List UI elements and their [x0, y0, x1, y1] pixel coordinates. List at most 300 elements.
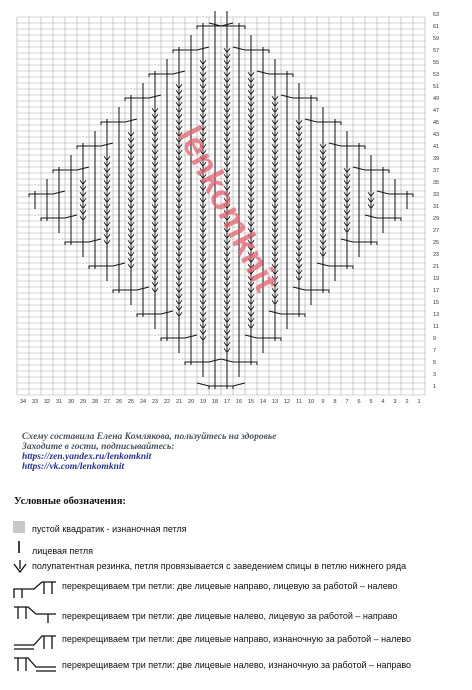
column-number: 25	[127, 399, 135, 405]
v-stitch	[224, 257, 230, 262]
v-stitch	[320, 179, 326, 184]
row-number: 43	[433, 132, 440, 138]
v-stitch	[152, 239, 158, 244]
v-stitch	[272, 215, 278, 220]
v-stitch	[200, 299, 206, 304]
vertical-bar-icon	[12, 540, 32, 560]
v-stitch	[176, 269, 182, 274]
v-stitch	[368, 197, 374, 202]
column-number: 23	[151, 399, 159, 405]
v-stitch	[224, 299, 230, 304]
v-stitch	[152, 113, 158, 118]
v-stitch	[104, 155, 110, 160]
column-number: 15	[247, 399, 255, 405]
row-number: 31	[433, 204, 440, 210]
legend-item-cross-right	[12, 580, 462, 602]
v-stitch	[224, 137, 230, 142]
v-stitch	[200, 305, 206, 310]
column-number: 2	[405, 399, 409, 405]
v-stitch	[272, 95, 278, 100]
v-stitch	[320, 233, 326, 238]
v-stitch	[176, 293, 182, 298]
v-stitch	[128, 167, 134, 172]
legend-text: пустой квадратик - изнаночная петля	[32, 524, 187, 534]
v-stitch	[104, 233, 110, 238]
v-stitch	[248, 197, 254, 202]
cross-right-purl-icon	[12, 632, 58, 654]
legend-item-cross-right-purl	[12, 632, 462, 654]
v-stitch	[320, 185, 326, 190]
v-stitch	[296, 227, 302, 232]
v-stitch	[224, 263, 230, 268]
v-stitch	[224, 77, 230, 82]
v-stitch	[320, 215, 326, 220]
v-stitch	[320, 191, 326, 196]
v-stitch	[152, 131, 158, 136]
v-stitch	[248, 173, 254, 178]
v-stitch	[176, 179, 182, 184]
column-number: 14	[259, 399, 267, 405]
row-number: 15	[433, 300, 440, 306]
v-stitch	[224, 125, 230, 130]
v-stitch	[272, 125, 278, 130]
v-stitch	[296, 239, 302, 244]
v-stitch	[272, 197, 278, 202]
v-stitch	[344, 209, 350, 214]
v-stitch	[248, 137, 254, 142]
v-stitch	[224, 311, 230, 316]
v-stitch	[128, 185, 134, 190]
v-stitch	[320, 143, 326, 148]
v-stitch	[296, 203, 302, 208]
column-number: 19	[199, 399, 207, 405]
v-stitch	[176, 125, 182, 130]
column-number: 13	[271, 399, 279, 405]
v-stitch	[176, 89, 182, 94]
row-number: 59	[433, 36, 440, 42]
v-stitch	[176, 287, 182, 292]
row-number: 33	[433, 192, 440, 198]
v-stitch	[272, 167, 278, 172]
column-number: 6	[357, 399, 361, 405]
column-number: 12	[283, 399, 291, 405]
v-stitch	[296, 143, 302, 148]
v-stitch	[200, 77, 206, 82]
v-stitch	[224, 47, 230, 52]
row-number: 3	[433, 372, 437, 378]
v-stitch	[368, 203, 374, 208]
v-stitch	[224, 83, 230, 88]
v-stitch	[200, 311, 206, 316]
v-stitch	[176, 311, 182, 316]
v-stitch	[272, 113, 278, 118]
row-numbers	[433, 12, 439, 390]
v-stitch	[128, 143, 134, 148]
column-number: 7	[345, 399, 349, 405]
v-stitch	[152, 125, 158, 130]
v-stitch	[200, 89, 206, 94]
zen-link[interactable]: https://zen.yandex.ru/lenkomknit	[22, 452, 152, 462]
v-stitch	[272, 245, 278, 250]
row-number: 27	[433, 228, 440, 234]
v-stitch	[296, 185, 302, 190]
column-numbers	[20, 399, 421, 405]
v-stitch	[272, 119, 278, 124]
v-stitch	[176, 221, 182, 226]
v-stitch	[176, 233, 182, 238]
v-stitch	[200, 281, 206, 286]
v-stitch	[200, 95, 206, 100]
v-stitch	[128, 197, 134, 202]
column-number: 5	[369, 399, 373, 405]
v-stitch	[320, 227, 326, 232]
v-stitch	[152, 263, 158, 268]
v-stitch	[272, 107, 278, 112]
v-stitch	[176, 257, 182, 262]
v-stitch	[152, 191, 158, 196]
v-stitch	[128, 137, 134, 142]
v-stitch	[128, 149, 134, 154]
v-stitch	[152, 137, 158, 142]
v-stitch	[344, 167, 350, 172]
v-stitch	[200, 113, 206, 118]
v-stitch	[296, 221, 302, 226]
column-number: 22	[163, 399, 171, 405]
v-stitch	[80, 215, 86, 220]
v-stitch	[248, 95, 254, 100]
v-stitch	[320, 239, 326, 244]
v-stitch	[200, 101, 206, 106]
v-stitch	[224, 53, 230, 58]
v-stitch	[128, 209, 134, 214]
v-stitch	[176, 167, 182, 172]
row-number: 55	[433, 60, 440, 66]
column-number: 29	[79, 399, 87, 405]
v-stitch	[296, 131, 302, 136]
v-stitch	[224, 107, 230, 112]
v-stitch	[296, 263, 302, 268]
row-number: 53	[433, 72, 440, 78]
v-stitch	[224, 131, 230, 136]
row-number: 39	[433, 156, 440, 162]
v-stitch	[80, 209, 86, 214]
v-stitch	[344, 221, 350, 226]
v-stitch	[320, 251, 326, 256]
vk-link[interactable]: https://vk.com/lenkomknit	[22, 462, 125, 472]
v-stitch	[248, 107, 254, 112]
column-number: 20	[187, 399, 195, 405]
column-number: 26	[115, 399, 123, 405]
column-number: 10	[307, 399, 315, 405]
v-stitch	[272, 143, 278, 148]
watermark: lenkomknit	[170, 120, 286, 298]
row-number: 19	[433, 276, 440, 282]
v-stitch	[296, 149, 302, 154]
column-number: 33	[31, 399, 39, 405]
v-stitch	[320, 221, 326, 226]
row-number: 13	[433, 312, 440, 318]
row-number: 1	[433, 384, 437, 390]
v-stitch	[224, 293, 230, 298]
v-stitch	[272, 137, 278, 142]
v-stitch	[200, 71, 206, 76]
v-stitch	[200, 335, 206, 340]
v-stitch	[272, 233, 278, 238]
v-stitch	[200, 221, 206, 226]
v-stitch	[248, 167, 254, 172]
column-number: 28	[91, 399, 99, 405]
v-stitch	[152, 221, 158, 226]
v-stitch	[176, 275, 182, 280]
v-stitch	[224, 341, 230, 346]
legend-text: лицевая петля	[32, 546, 94, 556]
column-number: 18	[211, 399, 219, 405]
v-stitch	[224, 95, 230, 100]
v-stitch	[344, 215, 350, 220]
v-stitch	[176, 203, 182, 208]
v-stitch	[344, 185, 350, 190]
v-stitch	[104, 173, 110, 178]
v-stitch	[200, 293, 206, 298]
v-stitch	[176, 185, 182, 190]
v-stitch	[128, 227, 134, 232]
v-stitch	[152, 173, 158, 178]
v-stitch	[296, 275, 302, 280]
v-stitch	[152, 251, 158, 256]
v-stitch	[224, 281, 230, 286]
v-stitch	[296, 209, 302, 214]
v-stitch	[296, 215, 302, 220]
v-stitch	[272, 221, 278, 226]
v-stitch	[248, 101, 254, 106]
v-stitch	[176, 107, 182, 112]
v-stitch	[152, 155, 158, 160]
v-stitch	[104, 203, 110, 208]
v-stitch	[248, 113, 254, 118]
column-number: 16	[235, 399, 243, 405]
v-stitch	[80, 185, 86, 190]
v-stitch	[296, 173, 302, 178]
row-number: 49	[433, 96, 440, 102]
v-stitch	[200, 317, 206, 322]
v-stitch	[272, 299, 278, 304]
v-stitch	[128, 233, 134, 238]
v-stitch	[248, 143, 254, 148]
column-number: 27	[103, 399, 111, 405]
legend-text: полупатентная резинка, петля провязывается с заведением спицы в петлю нижнего ряда	[32, 561, 407, 571]
v-stitch	[176, 281, 182, 286]
legend-item-purl	[12, 520, 462, 542]
v-stitch	[296, 233, 302, 238]
column-number: 21	[175, 399, 183, 405]
v-stitch	[272, 209, 278, 214]
v-stitch	[248, 149, 254, 154]
v-stitch	[272, 161, 278, 166]
v-stitch	[296, 179, 302, 184]
v-stitch	[320, 245, 326, 250]
v-stitch	[344, 197, 350, 202]
column-number: 31	[55, 399, 63, 405]
v-stitch	[128, 155, 134, 160]
v-stitch	[200, 323, 206, 328]
v-stitch	[200, 107, 206, 112]
row-number: 25	[433, 240, 440, 246]
v-stitch	[128, 215, 134, 220]
v-stitch	[368, 191, 374, 196]
v-stitch	[200, 329, 206, 334]
v-stitch	[152, 245, 158, 250]
v-stitch	[152, 209, 158, 214]
v-stitch	[176, 239, 182, 244]
row-number: 41	[433, 144, 440, 150]
cross-right-icon	[12, 580, 58, 600]
column-number: 3	[393, 399, 397, 405]
v-stitch	[272, 239, 278, 244]
v-stitch	[176, 119, 182, 124]
v-stitch	[128, 239, 134, 244]
v-stitch	[80, 203, 86, 208]
v-stitch	[224, 101, 230, 106]
v-stitch	[296, 125, 302, 130]
v-stitch	[200, 227, 206, 232]
v-stitch	[248, 155, 254, 160]
v-stitch	[152, 179, 158, 184]
column-number: 8	[333, 399, 337, 405]
v-stitch	[152, 119, 158, 124]
v-stitch	[176, 113, 182, 118]
gray-square-icon	[12, 520, 32, 540]
v-stitch	[152, 197, 158, 202]
cross-left-purl-icon	[12, 654, 58, 676]
row-number: 51	[433, 84, 440, 90]
v-stitch	[224, 335, 230, 340]
v-stitch	[224, 113, 230, 118]
row-number: 23	[433, 252, 440, 258]
column-number: 32	[43, 399, 51, 405]
legend-item-fisherman	[12, 559, 462, 581]
v-stitch	[224, 89, 230, 94]
credits-invite: Заходите в гости, подписывайтесь:	[22, 442, 175, 452]
v-stitch	[152, 257, 158, 262]
v-stitch	[152, 149, 158, 154]
v-stitch	[152, 269, 158, 274]
v-stitch	[296, 191, 302, 196]
legend-text: перекрещиваем три петли: две лицевые направо, изнаночную за работой – налево	[62, 634, 412, 644]
v-stitch	[200, 209, 206, 214]
v-stitch	[248, 89, 254, 94]
v-stitch	[248, 179, 254, 184]
v-stitch	[272, 287, 278, 292]
v-stitch	[248, 185, 254, 190]
v-stitch	[224, 119, 230, 124]
legend-item-cross-left-purl	[12, 654, 462, 676]
v-stitch	[272, 293, 278, 298]
v-stitch	[224, 269, 230, 274]
v-stitch	[104, 191, 110, 196]
row-number: 7	[433, 348, 437, 354]
legend-title: Условные обозначения:	[14, 496, 126, 507]
v-stitch	[104, 221, 110, 226]
v-stitch	[152, 107, 158, 112]
v-stitch	[320, 173, 326, 178]
credits	[22, 432, 462, 472]
v-stitch	[296, 137, 302, 142]
v-stitch	[176, 299, 182, 304]
v-stitch	[224, 59, 230, 64]
v-stitch	[104, 179, 110, 184]
v-stitch	[320, 155, 326, 160]
v-stitch	[200, 257, 206, 262]
v-stitch	[320, 161, 326, 166]
v-stitch	[80, 191, 86, 196]
row-number: 61	[433, 24, 440, 30]
v-stitch	[248, 299, 254, 304]
v-stitch	[128, 191, 134, 196]
v-stitch	[224, 65, 230, 70]
v-stitch	[104, 197, 110, 202]
v-stitch	[224, 143, 230, 148]
v-stitch	[272, 203, 278, 208]
v-stitch	[128, 257, 134, 262]
v-stitch	[128, 203, 134, 208]
v-stitch	[104, 161, 110, 166]
v-stitch	[152, 143, 158, 148]
column-number: 11	[296, 399, 302, 405]
v-stitch	[80, 179, 86, 184]
v-stitch	[104, 209, 110, 214]
row-number: 5	[433, 360, 437, 366]
v-stitch	[224, 317, 230, 322]
v-stitch	[344, 173, 350, 178]
v-stitch	[248, 119, 254, 124]
v-stitch	[128, 131, 134, 136]
v-stitch	[320, 203, 326, 208]
row-number: 57	[433, 48, 440, 54]
v-stitch	[320, 149, 326, 154]
v-stitch	[128, 179, 134, 184]
v-stitch	[272, 191, 278, 196]
row-number: 21	[433, 264, 440, 270]
v-stitch	[296, 251, 302, 256]
v-stitch	[152, 275, 158, 280]
v-stitch	[176, 263, 182, 268]
v-stitch	[176, 95, 182, 100]
row-number: 29	[433, 216, 440, 222]
v-stitch	[80, 197, 86, 202]
v-stitch	[128, 173, 134, 178]
v-stitch	[296, 197, 302, 202]
row-number: 63	[433, 12, 440, 18]
v-stitch	[224, 275, 230, 280]
v-stitch	[296, 119, 302, 124]
column-number: 4	[381, 399, 385, 405]
v-stitch	[128, 161, 134, 166]
row-number: 35	[433, 180, 440, 186]
v-stitch	[200, 233, 206, 238]
row-number: 45	[433, 120, 440, 126]
v-stitch	[152, 167, 158, 172]
v-stitch	[152, 203, 158, 208]
column-number: 9	[321, 399, 325, 405]
v-stitch	[296, 167, 302, 172]
v-stitch	[248, 323, 254, 328]
v-stitch	[272, 131, 278, 136]
v-stitch	[224, 149, 230, 154]
v-stitch	[272, 173, 278, 178]
v-stitch	[272, 227, 278, 232]
v-stitch	[272, 185, 278, 190]
v-stitch	[248, 191, 254, 196]
